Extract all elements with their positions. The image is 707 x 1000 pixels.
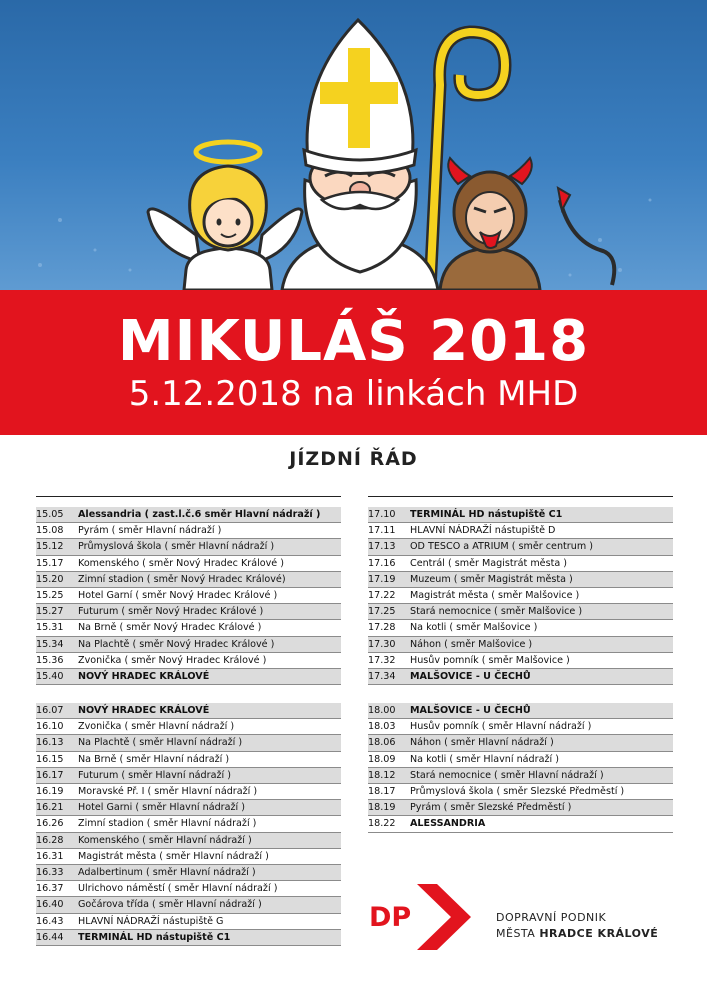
departure-time: 17.10: [368, 509, 396, 520]
timetable-group: [36, 703, 341, 946]
departure-time: 18.00: [368, 705, 396, 717]
stop-name: ALESSANDRIA: [410, 818, 486, 830]
stop-name: Na kotli ( směr Hlavní nádraží ): [410, 753, 559, 765]
departure-time: 16.07: [36, 705, 64, 717]
table-row: [36, 833, 341, 849]
stop-name: Komenského ( směr Hlavní nádraží ): [78, 834, 252, 846]
stop-name: Průmyslová škola ( směr Hlavní nádraží ): [78, 541, 275, 553]
departure-time: 15.08: [36, 525, 64, 537]
departure-time: 17.32: [368, 654, 396, 666]
departure-time: 17.11: [368, 525, 396, 537]
departure-time: 16.44: [36, 931, 64, 943]
table-row: [36, 897, 341, 913]
stop-name: Centrál ( směr Magistrát města ): [410, 557, 567, 569]
table-row: [36, 669, 341, 685]
hero-illustration: [0, 0, 707, 290]
departure-time: 15.17: [36, 557, 64, 569]
table-row: [36, 768, 341, 784]
angel-illustration: [148, 142, 302, 290]
departure-time: 17.25: [368, 606, 396, 618]
table-row: [368, 800, 673, 816]
table-row: [36, 930, 341, 946]
stop-name: Alessandria ( zast.l.č.6 směr Hlavní nádraží ): [78, 509, 321, 520]
departure-time: 18.19: [368, 802, 396, 814]
company-line-2-prefix: MĚSTA: [496, 927, 540, 940]
departure-time: 18.12: [368, 769, 396, 781]
stop-name: Stará nemocnice ( směr Malšovice ): [410, 606, 583, 618]
stop-name: Pyrám ( směr Slezské Předměstí ): [410, 802, 572, 814]
stop-name: Hotel Garní ( směr Nový Hradec Králové ): [78, 589, 278, 601]
table-row: [368, 507, 673, 523]
departure-time: 16.26: [36, 818, 64, 830]
stop-name: Magistrát města ( směr Hlavní nádraží ): [78, 850, 269, 862]
page-title: MIKULÁŠ 2018: [117, 309, 590, 374]
table-row: [36, 881, 341, 897]
table-row: [36, 703, 341, 719]
stop-name: Moravské Př. I ( směr Hlavní nádraží ): [78, 786, 258, 797]
departure-time: 15.05: [36, 509, 64, 520]
stop-name: NOVÝ HRADEC KRÁLOVÉ: [78, 705, 210, 717]
table-row: [36, 523, 341, 539]
table-row: [368, 735, 673, 751]
departure-time: 15.27: [36, 606, 64, 618]
stop-name: Muzeum ( směr Magistrát města ): [410, 573, 573, 585]
stop-name: OD TESCO a ATRIUM ( směr centrum ): [410, 541, 593, 553]
dp-arrow-logo: [367, 882, 487, 952]
table-row: [36, 865, 341, 881]
table-row: [368, 556, 673, 572]
timetable-left-column: [36, 496, 341, 946]
table-row: [368, 637, 673, 653]
stop-name: TERMINÁL HD nástupiště C1: [78, 931, 231, 943]
departure-time: 17.22: [368, 589, 396, 601]
table-rule: [368, 496, 673, 497]
departure-time: 18.03: [368, 721, 396, 733]
stop-name: MALŠOVICE - U ČECHŮ: [410, 705, 531, 717]
stop-name: Adalbertinum ( směr Hlavní nádraží ): [78, 866, 256, 878]
stop-name: Pyrám ( směr Hlavní nádraží ): [78, 525, 222, 537]
stop-name: Gočárova třída ( směr Hlavní nádraží ): [78, 899, 262, 911]
timetable-right-column: [368, 496, 673, 833]
stop-name: Zvonička ( směr Hlavní nádraží ): [78, 721, 235, 733]
table-row: [368, 523, 673, 539]
departure-time: 18.17: [368, 786, 396, 797]
table-row: [368, 653, 673, 669]
stop-name: Na Plachtě ( směr Nový Hradec Králové ): [78, 638, 275, 650]
departure-time: 16.40: [36, 899, 64, 911]
departure-time: 16.37: [36, 883, 64, 895]
table-row: [36, 735, 341, 751]
table-row: [368, 816, 673, 832]
departure-time: 16.28: [36, 834, 64, 846]
departure-time: 17.13: [368, 541, 396, 553]
table-row: [36, 556, 341, 572]
departure-time: 17.28: [368, 622, 396, 634]
stop-name: Náhon ( směr Malšovice ): [410, 638, 533, 650]
company-name: [496, 910, 658, 942]
stop-name: Ulrichovo náměstí ( směr Hlavní nádraží ): [78, 883, 278, 895]
stop-name: Na Brně ( směr Hlavní nádraží ): [78, 753, 230, 765]
table-row: [36, 849, 341, 865]
departure-time: 16.33: [36, 866, 64, 878]
table-row: [368, 703, 673, 719]
departure-time: 17.30: [368, 638, 396, 650]
departure-time: 18.06: [368, 737, 396, 749]
stop-name: Husův pomník ( směr Hlavní nádraží ): [410, 721, 592, 733]
table-row: [36, 637, 341, 653]
departure-time: 16.13: [36, 737, 64, 749]
departure-time: 17.34: [368, 670, 396, 682]
timetable-heading: JÍZDNÍ ŘÁD: [289, 448, 418, 470]
table-row: [36, 653, 341, 669]
table-row: [36, 719, 341, 735]
table-row: [36, 784, 341, 800]
stop-name: Na Brně ( směr Nový Hradec Králové ): [78, 622, 262, 634]
table-row: [36, 620, 341, 636]
table-row: [36, 507, 341, 523]
table-row: [368, 752, 673, 768]
stop-name: Magistrát města ( směr Malšovice ): [410, 589, 580, 601]
stop-name: Náhon ( směr Hlavní nádraží ): [410, 737, 554, 749]
departure-time: 15.31: [36, 622, 64, 634]
stop-name: Hotel Garni ( směr Hlavní nádraží ): [78, 802, 245, 814]
departure-time: 16.31: [36, 850, 64, 862]
table-row: [36, 914, 341, 930]
stop-name: NOVÝ HRADEC KRÁLOVÉ: [78, 670, 210, 682]
stop-name: Zimní stadion ( směr Nový Hradec Králové): [78, 573, 286, 585]
timetable-group: [36, 507, 341, 685]
table-row: [368, 588, 673, 604]
departure-time: 15.20: [36, 573, 64, 585]
stop-name: Komenského ( směr Nový Hradec Králové ): [78, 557, 284, 569]
stop-name: MALŠOVICE - U ČECHŮ: [410, 670, 531, 682]
page-subtitle: 5.12.2018 na linkách MHD: [128, 374, 579, 414]
departure-time: 15.12: [36, 541, 64, 553]
stop-name: Na kotli ( směr Malšovice ): [410, 622, 538, 634]
departure-time: 16.10: [36, 721, 64, 733]
departure-time: 15.40: [36, 670, 64, 682]
departure-time: 16.15: [36, 753, 64, 765]
title-banner: [0, 290, 707, 435]
table-row: [36, 588, 341, 604]
stop-name: Futurum ( směr Nový Hradec Králové ): [78, 606, 264, 618]
departure-time: 16.43: [36, 915, 64, 927]
table-row: [36, 539, 341, 555]
dp-mark: DP: [369, 902, 412, 933]
table-row: [368, 620, 673, 636]
departure-time: 16.19: [36, 786, 64, 797]
company-line-2: [496, 926, 658, 942]
table-row: [368, 539, 673, 555]
departure-time: 16.17: [36, 769, 64, 781]
stop-name: HLAVNÍ NÁDRAŽÍ nástupiště D: [410, 525, 556, 537]
table-row: [368, 784, 673, 800]
timetable-group: [368, 507, 673, 685]
stop-name: TERMINÁL HD nástupiště C1: [410, 509, 563, 520]
table-row: [36, 752, 341, 768]
stop-name: Futurum ( směr Hlavní nádraží ): [78, 769, 231, 781]
table-row: [368, 572, 673, 588]
departure-time: 17.19: [368, 573, 396, 585]
company-line-1: DOPRAVNÍ PODNIK: [496, 911, 607, 924]
stop-name: Husův pomník ( směr Malšovice ): [410, 654, 570, 666]
table-row: [36, 800, 341, 816]
departure-time: 15.36: [36, 654, 64, 666]
timetable-group: [368, 703, 673, 833]
departure-time: 16.21: [36, 802, 64, 814]
stop-name: Zvonička ( směr Nový Hradec Králové ): [78, 654, 267, 666]
table-row: [36, 572, 341, 588]
table-row: [368, 719, 673, 735]
departure-time: 15.34: [36, 638, 64, 650]
table-rule: [36, 496, 341, 497]
table-row: [36, 816, 341, 832]
stop-name: Zimní stadion ( směr Hlavní nádraží ): [78, 818, 257, 830]
stop-name: Průmyslová škola ( směr Slezské Předměstí ): [410, 786, 625, 797]
stop-name: Stará nemocnice ( směr Hlavní nádraží ): [410, 769, 604, 781]
table-row: [368, 669, 673, 685]
table-row: [368, 768, 673, 784]
stop-name: HLAVNÍ NÁDRAŽÍ nástupiště G: [78, 915, 224, 927]
departure-time: 17.16: [368, 557, 396, 569]
table-row: [36, 604, 341, 620]
departure-time: 18.09: [368, 753, 396, 765]
stop-name: Na Plachtě ( směr Hlavní nádraží ): [78, 737, 243, 749]
devil-illustration: [440, 158, 614, 290]
departure-time: 15.25: [36, 589, 64, 601]
departure-time: 18.22: [368, 818, 396, 830]
table-row: [368, 604, 673, 620]
company-line-2-bold: HRADCE KRÁLOVÉ: [539, 927, 659, 940]
